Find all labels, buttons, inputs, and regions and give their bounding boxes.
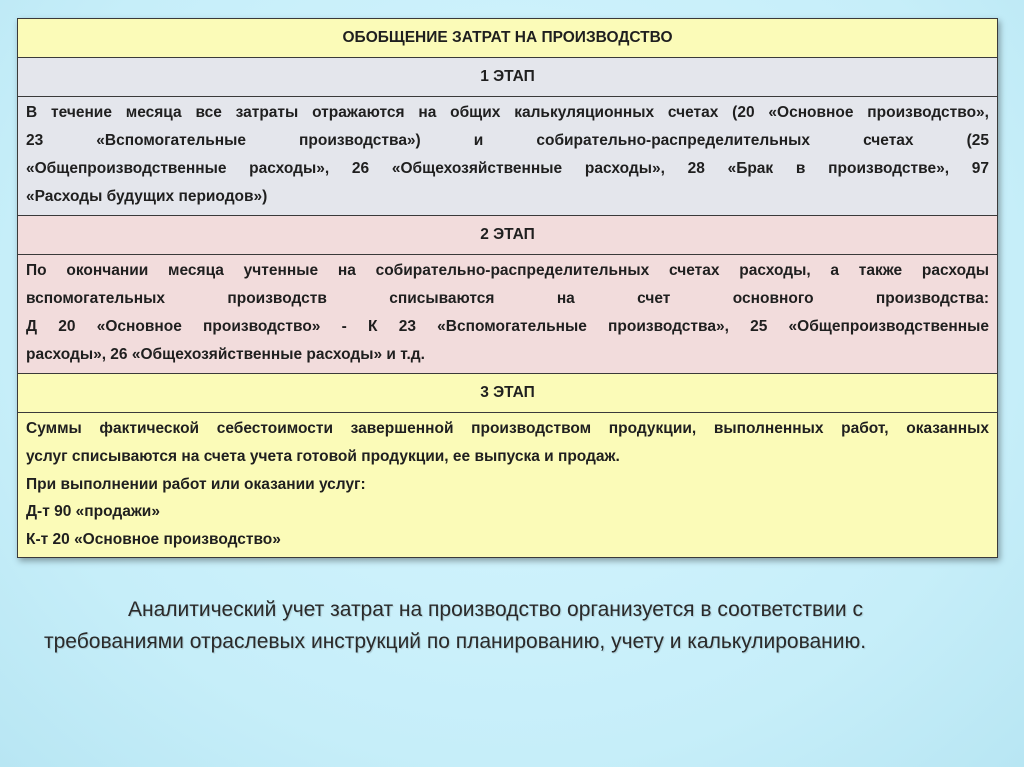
- stage-1-line: «Общепроизводственные расходы», 26 «Общехозяйственные расходы», 28 «Брак в производстве», 97: [26, 160, 989, 177]
- stage-3-line: При выполнении работ или оказании услуг:: [26, 475, 366, 493]
- stage-3-line: Д-т 90 «продажи»: [26, 503, 160, 520]
- stage-3-line: К-т 20 «Основное производство»: [26, 530, 281, 548]
- stage-3-description: [18, 413, 998, 558]
- table-title: ОБОБЩЕНИЕ ЗАТРАТ НА ПРОИЗВОДСТВО: [18, 19, 998, 58]
- cost-summary-table: [17, 18, 998, 558]
- stage-3-line: услуг списываются на счета учета готовой продукции, ее выпуска и продаж.: [26, 448, 620, 465]
- footer-line-1: Аналитический учет затрат на производство организуется в соответствии с: [128, 598, 863, 621]
- stage-1-heading: 1 ЭТАП: [18, 58, 998, 97]
- footer-line-2: требованиями отраслевых инструкций по планированию, учету и калькулированию.: [44, 630, 867, 653]
- stage-2-line: По окончании месяца учтенные на собирательно-распределительных счетах расходы, а также расходы: [26, 262, 989, 279]
- stage-3-line: Суммы фактической себестоимости завершенной производством продукции, выполненных работ, оказанных: [26, 420, 989, 437]
- stage-2-line: расходы», 26 «Общехозяйственные расходы» и т.д.: [26, 346, 425, 363]
- stage-2-line: Д 20 «Основное производство» - К 23 «Вспомогательные производства», 25 «Общепроизводственные: [26, 318, 989, 335]
- analytical-accounting-note: [44, 594, 984, 658]
- stage-1-line: В течение месяца все затраты отражаются на общих калькуляционных счетах (20 «Основное производство»,: [26, 104, 989, 121]
- stage-1-line: 23 «Вспомогательные производства») и собирательно-распределительных счетах (25: [26, 132, 989, 149]
- stage-2-line: вспомогательных производств списываются на счет основного производства:: [26, 290, 989, 307]
- stage-2-heading: 2 ЭТАП: [18, 216, 998, 255]
- stage-1-line: «Расходы будущих периодов»): [26, 188, 268, 205]
- stage-2-description: [18, 255, 998, 374]
- stage-3-heading: 3 ЭТАП: [18, 374, 998, 413]
- stage-1-description: [18, 97, 998, 216]
